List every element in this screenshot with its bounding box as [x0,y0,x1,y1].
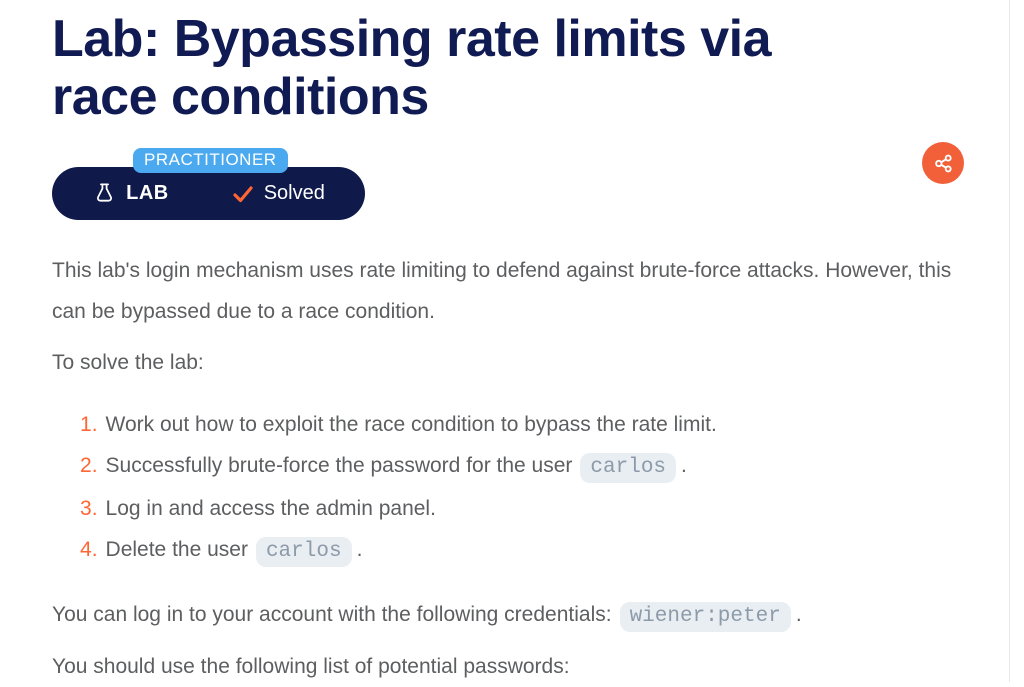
page-title: Lab: Bypassing rate limits via race conditions [52,10,772,126]
check-icon [231,182,255,206]
flask-icon [92,181,117,206]
difficulty-badge: PRACTITIONER [133,148,288,173]
lab-label: LAB [126,182,169,204]
credentials-text: You can log in to your account with the following credentials: [52,603,612,626]
step-text: Log in and access the admin panel. [105,497,436,520]
solve-heading: To solve the lab: [52,351,204,374]
lab-status-pill [52,167,365,220]
lab-steps-list [52,404,952,572]
lab-label-group [92,181,169,206]
lab-banner [52,150,958,220]
step-text-after: . [681,454,687,477]
step-text: Delete the user [105,538,248,561]
content-right-border [1009,0,1010,682]
step-text: Successfully brute-force the password for the user [105,454,573,477]
passwords-paragraph: You should use the following list of potential passwords: [52,655,570,678]
lab-step-3 [80,488,952,529]
inline-code: carlos [580,453,676,483]
lab-intro-paragraph: This lab's login mechanism uses rate limiting to defend against brute-force attacks. However, this can be bypassed due to a race condition. [52,259,952,323]
lab-step-1 [80,404,952,445]
lab-step-2 [80,445,952,488]
credentials-text-after: . [795,603,802,626]
share-icon [931,151,956,176]
inline-code: carlos [256,537,352,567]
share-button[interactable] [922,142,964,184]
lab-step-4 [80,529,952,572]
credentials-code: wiener:peter [620,602,791,632]
step-text: Work out how to exploit the race condition to bypass the rate limit. [105,413,717,436]
solved-status-group [231,182,325,206]
step-text-after: . [356,538,363,561]
solved-label: Solved [263,182,325,204]
credentials-paragraph [52,594,952,637]
